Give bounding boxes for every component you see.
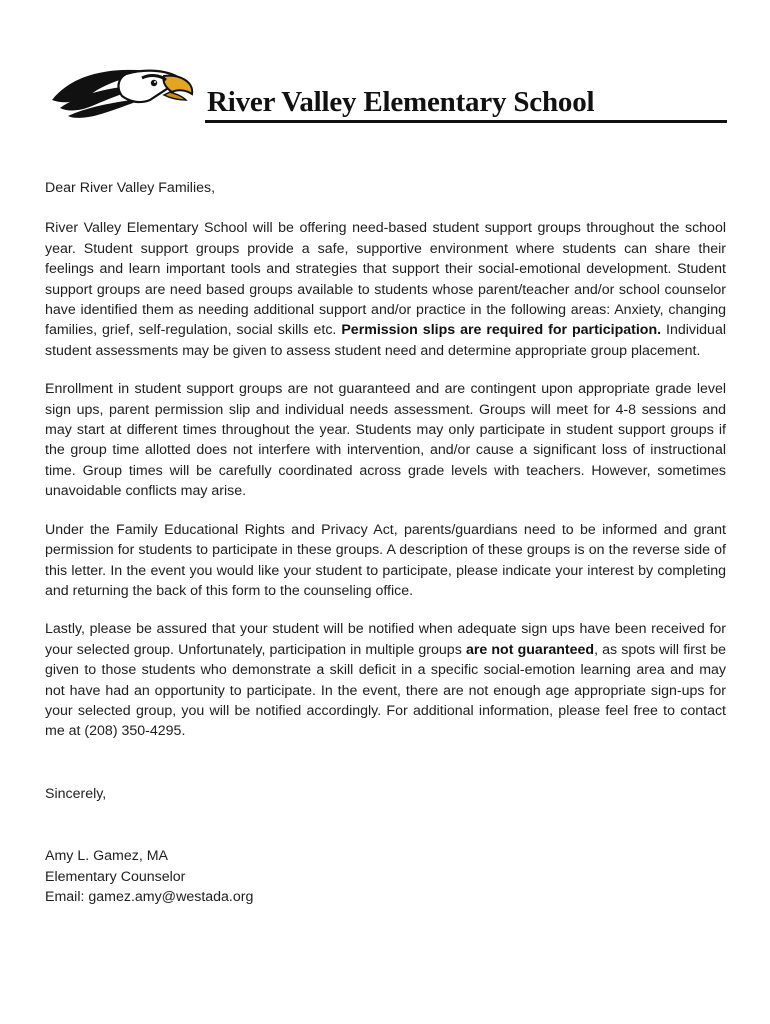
permission-slip-notice: Permission slips are required for participation. [341,322,662,339]
greeting: Dear River Valley Families, [45,180,216,196]
paragraph-intro [45,218,726,361]
signature-block [45,846,726,907]
closing: Sincerely, [45,785,107,802]
school-title: River Valley Elementary School [207,86,595,118]
paragraph-notification-text-a: Lastly, please be assured that your student will be notified when adequate sign ups have been received for your selected group. Unfortunately, participation in multiple groups [45,621,726,658]
paragraph-notification [45,619,726,741]
signer-role: Elementary Counselor [45,868,186,885]
paragraph-ferpa: Under the Family Educational Rights and Privacy Act, parents/guardians need to be informed and grant permission for students to participate in these groups. A description of these groups is on the reverse side of this letter. In the event you would like your student to participate, please indicate your interest by completing and returning the back of this form to the counseling office. [45,521,726,599]
paragraph-notification-text-b: , as spots will first be given to those students who demonstrate a skill deficit in a specific social-emotion learning area and may not have had an opportunity to participate. In the event, there are not enough age appropriate sign-ups for your selected group, you will be notified accordingly. For additional information, please feel free to contact me at (208) 350-4295. [45,641,726,740]
title-underline [205,120,727,123]
signer-email: Email: gamez.amy@westada.org [45,888,254,905]
paragraph-intro-text-b: Individual student assessments may be given to assess student need and determine appropriate group placement. [45,322,726,359]
paragraph-intro-text-a: River Valley Elementary School will be offering need-based student support groups throughout the school year. Student support groups provide a safe, supportive environment where students can share their feelings and learn important tools and strategies that support their social-emotional development. Student support groups are need based groups available to students whose parent/teacher and/or school counselor have identified them as needing additional support and/or practice in the following areas: Anxiety, changing families, grief, self-regulation, social skills etc. [45,220,726,339]
eagle-head-icon [46,62,196,122]
letter-body [45,178,726,907]
not-guaranteed-emphasis: are not guaranteed [465,641,595,658]
signer-name: Amy L. Gamez, MA [45,848,168,865]
paragraph-enrollment: Enrollment in student support groups are not guaranteed and are contingent upon appropriate grade level sign ups, parent permission slip and individual needs assessment. Groups will meet for 4-8 sessions and may start at different times throughout the year. Students may only participate in student support groups if the group time allotted does not interfere with intervention, and/or cause a significant loss of instructional time. Group times will be carefully coordinated across grade levels with teachers. However, sometimes unavoidable conflicts may arise. [45,381,726,500]
